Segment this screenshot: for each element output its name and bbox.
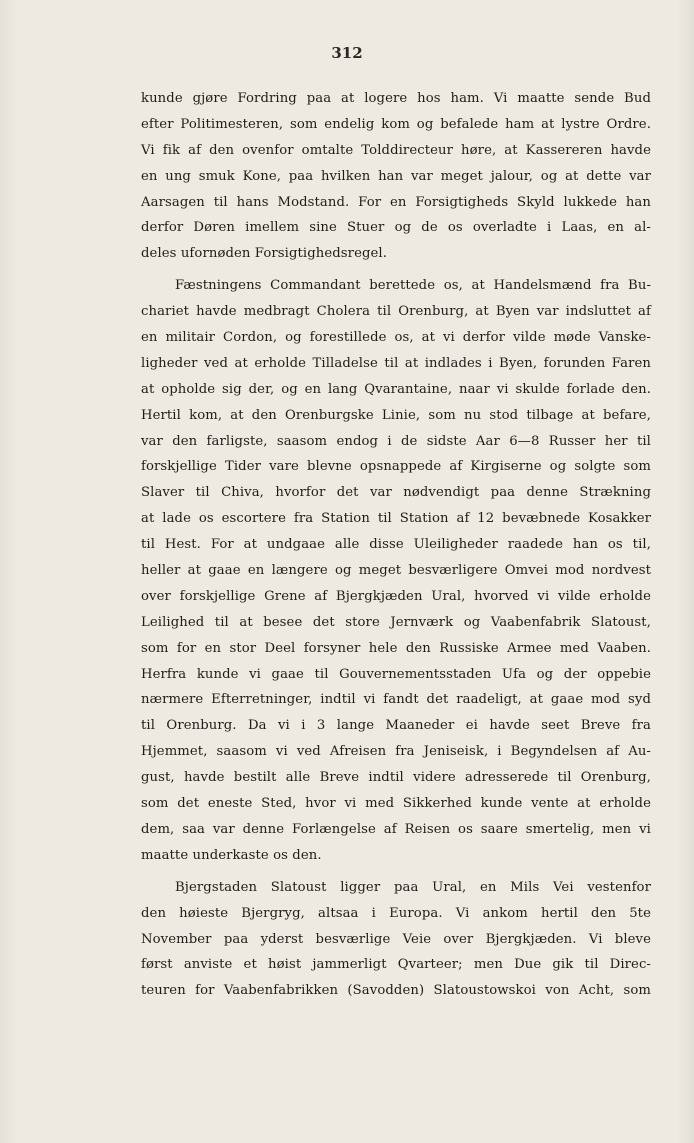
text-line: Vi fik af den ovenfor omtalte Tolddirecteur høre, at Kassereren havde <box>141 142 651 158</box>
text-line: som det eneste Sted, hvor vi med Sikkerhed kunde vente at erholde <box>141 796 651 812</box>
text-line: teuren for Vaabenfabrikken (Savodden) Slatoustowskoi von Acht, som <box>141 983 651 999</box>
text-line: til Hest. For at undgaae alle disse Uleiligheder raadede han os til, <box>141 537 651 553</box>
text-line: var den farligste, saasom endog i de sidste Aar 6—8 Russer her til <box>141 433 651 449</box>
text-line: dem, saa var denne Forlængelse af Reisen os saare smertelig, men vi <box>141 821 651 837</box>
text-line: Hjemmet, saasom vi ved Afreisen fra Jeniseisk, i Begyndelsen af Au- <box>141 744 651 760</box>
text-line: den høieste Bjergryg, altsaa i Europa. Vi ankom hertil den 5te <box>141 905 651 921</box>
text-line: Fæstningens Commandant berettede os, at Handelsmænd fra Bu- <box>175 278 651 294</box>
page-number: 312 <box>331 44 363 62</box>
text-line: efter Politimesteren, som endelig kom og befalede ham at lystre Ordre. <box>141 116 651 132</box>
text-line: Aarsagen til hans Modstand. For en Forsigtigheds Skyld lukkede han <box>141 194 651 210</box>
text-line: Hertil kom, at den Orenburgske Linie, som nu stod tilbage at befare, <box>141 407 651 423</box>
text-line: deles ufornøden Forsigtighedsregel. <box>141 246 388 262</box>
text-line: derfor Døren imellem sine Stuer og de os overladte i Laas, en al- <box>141 220 651 236</box>
text-line: kunde gjøre Fordring paa at logere hos ham. Vi maatte sende Bud <box>141 91 651 106</box>
text-line: maatte underkaste os den. <box>141 847 322 863</box>
text-line: at lade os escortere fra Station til Station af 12 bevæbnede Kosakker <box>141 511 651 527</box>
text-line: først anviste et høist jammerligt Qvarteer; men Due gik til Direc- <box>141 957 651 973</box>
text-line: Herfra kunde vi gaae til Gouvernementsstaden Ufa og der oppebie <box>141 666 651 682</box>
text-line: nærmere Efterretninger, indtil vi fandt det raadeligt, at gaae mod syd <box>141 692 651 708</box>
text-line: Slaver til Chiva, hvorfor det var nødvendigt paa denne Strækning <box>141 485 651 501</box>
paragraph <box>141 273 651 868</box>
text-line: gust, havde bestilt alle Breve indtil videre adresserede til Orenburg, <box>141 770 651 786</box>
text-line: at opholde sig der, og en lang Qvarantaine, naar vi skulde forlade den. <box>141 381 651 397</box>
text-line: en ung smuk Kone, paa hvilken han var meget jalour, og at dette var <box>141 168 651 184</box>
text-line: heller at gaae en længere og meget besværligere Omvei mod nordvest <box>141 563 651 579</box>
paragraph <box>141 86 651 267</box>
text-line: Leilighed til at besee det store Jernværk og Vaabenfabrik Slatoust, <box>141 614 651 630</box>
text-line: forskjellige Tider vare blevne opsnappede af Kirgiserne og solgte som <box>141 459 651 475</box>
body-text <box>141 86 651 1004</box>
text-line: ligheder ved at erholde Tilladelse til at indlades i Byen, forunden Faren <box>141 355 651 371</box>
text-line: til Orenburg. Da vi i 3 lange Maaneder ei havde seet Breve fra <box>141 718 651 734</box>
text-line: en militair Cordon, og forestillede os, at vi derfor vilde møde Vanske- <box>141 330 651 346</box>
text-line: chariet havde medbragt Cholera til Orenburg, at Byen var indsluttet af <box>141 304 651 320</box>
paragraph <box>141 875 651 1004</box>
text-line: over forskjellige Grene af Bjergkjæden Ural, hvorved vi vilde erholde <box>141 588 651 604</box>
text-line: November paa yderst besværlige Veie over Bjergkjæden. Vi bleve <box>141 931 651 947</box>
text-line: som for en stor Deel forsyner hele den Russiske Armee med Vaaben. <box>141 640 651 656</box>
text-line: Bjergstaden Slatoust ligger paa Ural, en Mils Vei vestenfor <box>175 879 651 895</box>
